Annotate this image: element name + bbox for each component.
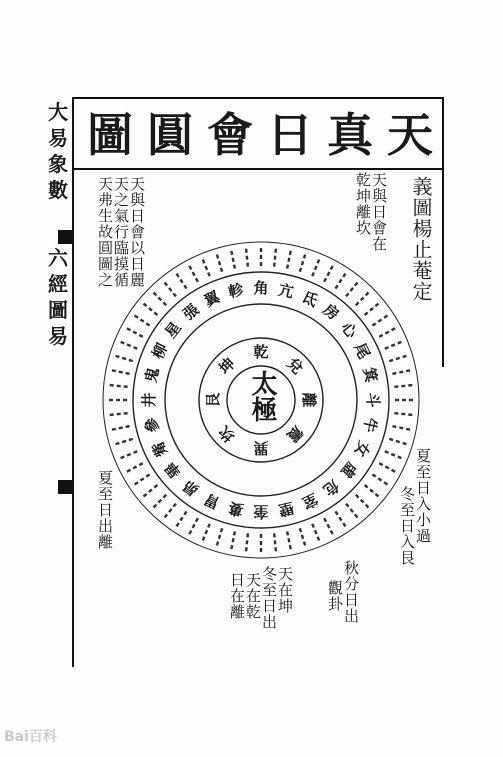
- hexagram-mark: [196, 278, 198, 282]
- circular-diagram: [96, 210, 426, 590]
- hexagram-mark: [385, 347, 389, 349]
- trigram-label: 坎: [215, 422, 239, 446]
- note-text: 夏至日出離: [96, 470, 114, 550]
- hexagram-mark: [331, 266, 333, 270]
- note-text: 夏至日入小過: [414, 448, 432, 544]
- hexagram-mark: [406, 429, 410, 430]
- lunar-mansion-label: 房: [319, 300, 343, 325]
- hexagram-mark: [355, 283, 358, 286]
- hexagram-mark: [315, 266, 317, 270]
- hexagram-mark: [129, 439, 133, 440]
- hexagram-mark: [318, 260, 320, 264]
- trigram-label: 乾: [253, 343, 269, 361]
- hexagram-mark: [315, 530, 317, 534]
- hexagram-mark: [154, 485, 157, 488]
- hexagram-mark: [355, 514, 358, 517]
- hexagram-mark: [318, 537, 320, 541]
- hexagram-mark: [384, 482, 387, 484]
- hexagram-mark: [234, 265, 235, 269]
- title-char: 真: [327, 108, 373, 162]
- hexagram-mark: [196, 518, 198, 522]
- hexagram-mark: [127, 328, 131, 330]
- margin-char: 易: [48, 324, 68, 348]
- hexagram-mark: [208, 524, 210, 528]
- hexagram-mark: [177, 523, 179, 526]
- note-text: 天之氣行臨摸循: [112, 176, 130, 288]
- hexagram-mark: [134, 347, 138, 349]
- margin-char: 象: [48, 152, 68, 176]
- margin-fishtail: [58, 230, 74, 244]
- hexagram-mark: [365, 485, 368, 488]
- hexagram-mark: [327, 524, 329, 528]
- lunar-mansion-label: 女: [350, 437, 374, 460]
- hexagram-mark: [140, 319, 143, 321]
- note-text: 觀卦: [326, 580, 344, 612]
- hexagram-mark: [184, 285, 186, 288]
- hexagram-mark: [221, 528, 222, 532]
- hexagram-mark: [217, 542, 218, 546]
- hexagram-mark: [206, 530, 208, 534]
- title-char: 圓: [147, 108, 193, 162]
- lunar-mansion-label: 畢: [161, 458, 186, 482]
- hexagram-mark: [139, 463, 143, 465]
- hexagram-mark: [304, 542, 305, 546]
- title-char: 日: [267, 108, 313, 162]
- hexagram-mark: [122, 441, 126, 442]
- hexagram-mark: [350, 509, 353, 512]
- note-text: 冬至日出: [260, 566, 278, 630]
- hexagram-mark: [127, 454, 131, 456]
- hexagram-mark: [335, 511, 337, 514]
- hexagram-mark: [116, 443, 120, 444]
- lunar-mansion-label: 心: [336, 318, 361, 342]
- hexagram-mark: [129, 360, 133, 361]
- hexagram-mark: [126, 426, 130, 427]
- lunar-mansion-label: 牛: [359, 415, 381, 435]
- hexagram-mark: [391, 345, 395, 347]
- watermark: Bai百科: [4, 729, 57, 745]
- lunar-mansion-label: 室: [298, 489, 321, 513]
- hexagram-mark: [127, 345, 131, 347]
- hexagram-mark: [121, 342, 125, 344]
- hexagram-mark: [133, 332, 137, 334]
- hexagram-mark: [144, 304, 147, 307]
- frame-left-rule: [72, 97, 74, 667]
- trigram-label: 離: [300, 392, 318, 408]
- hexagram-mark: [135, 316, 138, 318]
- note-text: 乾坤離坎: [354, 172, 372, 236]
- hexagram-mark: [169, 509, 172, 512]
- hexagram-mark: [189, 266, 191, 270]
- hexagram-mark: [290, 251, 291, 255]
- hexagram-mark: [302, 261, 303, 265]
- hexagram-mark: [144, 494, 147, 497]
- lunar-mansion-label: 斗: [364, 392, 382, 408]
- hexagram-mark: [372, 323, 375, 325]
- title-divider: [74, 168, 444, 170]
- hexagram-mark: [146, 474, 149, 476]
- hexagram-mark: [391, 454, 395, 456]
- title-char: 天: [387, 108, 433, 162]
- lunar-mansion-label: 翼: [201, 287, 224, 311]
- hexagram-mark: [399, 428, 403, 429]
- hexagram-mark: [154, 505, 157, 508]
- hexagram-mark: [219, 535, 220, 539]
- hexagram-mark: [399, 372, 403, 373]
- hexagram-mark: [379, 335, 383, 337]
- lunar-mansion-label: 柳: [148, 340, 172, 363]
- note-text: 天與日會以日麗: [128, 176, 146, 288]
- hexagram-mark: [384, 316, 387, 318]
- hexagram-mark: [158, 500, 161, 503]
- hexagram-mark: [385, 451, 389, 453]
- author-note: 義圖楊止菴定: [409, 176, 433, 302]
- hexagram-mark: [287, 265, 288, 269]
- hexagram-mark: [217, 255, 218, 259]
- hexagram-mark: [206, 266, 208, 270]
- hexagram-mark: [133, 466, 137, 468]
- margin-char: 經: [48, 272, 68, 296]
- hexagram-mark: [119, 372, 123, 373]
- title-char: 圖: [87, 108, 133, 162]
- trigram-label: 震: [283, 422, 307, 446]
- hexagram-mark: [163, 495, 166, 498]
- hexagram-mark: [343, 274, 345, 277]
- hexagram-mark: [403, 443, 407, 444]
- hexagram-mark: [312, 524, 314, 528]
- trigram-label: 兌: [283, 354, 307, 378]
- note-text: 天在坤: [276, 566, 294, 614]
- lunar-mansion-label: 參: [141, 415, 163, 435]
- lunar-mansion-label: 星: [161, 318, 186, 342]
- hexagram-mark: [140, 478, 143, 480]
- hexagram-mark: [300, 268, 301, 272]
- hexagram-mark: [392, 426, 396, 427]
- hexagram-mark: [324, 518, 326, 522]
- hexagram-mark: [127, 470, 131, 472]
- lunar-mansion-label: 亢: [276, 280, 296, 302]
- note-text: 冬至日入艮: [398, 486, 416, 566]
- hexagram-mark: [290, 545, 291, 549]
- hexagram-mark: [396, 358, 400, 359]
- lunar-mansion-label: 虛: [336, 458, 361, 482]
- hexagram-mark: [302, 535, 303, 539]
- lunar-mansion-label: 井: [140, 392, 158, 408]
- hexagram-mark: [231, 251, 232, 255]
- hexagram-mark: [366, 505, 369, 508]
- hexagram-mark: [339, 279, 341, 282]
- hexagram-mark: [219, 261, 220, 265]
- hexagram-mark: [389, 439, 393, 440]
- hexagram-mark: [372, 474, 375, 476]
- hexagram-mark: [392, 373, 396, 374]
- hexagram-mark: [356, 495, 359, 498]
- trigram-label: 艮: [204, 392, 222, 408]
- lunar-mansion-label: 尾: [350, 340, 374, 363]
- lunar-mansion-label: 箕: [359, 365, 381, 385]
- hexagram-mark: [122, 358, 126, 359]
- hexagram-mark: [233, 258, 234, 262]
- hexagram-mark: [350, 288, 353, 291]
- hexagram-mark: [375, 494, 378, 497]
- hexagram-mark: [378, 478, 381, 480]
- hexagram-mark: [221, 268, 222, 272]
- hexagram-mark: [361, 297, 364, 300]
- margin-char: 易: [48, 126, 68, 150]
- hexagram-mark: [324, 278, 326, 282]
- hexagram-mark: [304, 255, 305, 259]
- lunar-mansion-label: 鬼: [141, 365, 163, 385]
- margin-char: 圖: [48, 298, 68, 322]
- trigram-label: 巽: [253, 439, 269, 457]
- hexagram-mark: [184, 511, 186, 514]
- hexagram-mark: [126, 373, 130, 374]
- hexagram-mark: [346, 504, 349, 507]
- hexagram-mark: [370, 308, 373, 311]
- hexagram-mark: [289, 258, 290, 262]
- hexagram-mark: [154, 293, 157, 296]
- center-label: 太極: [247, 370, 277, 422]
- hexagram-mark: [112, 429, 116, 430]
- hexagram-mark: [116, 356, 120, 357]
- hexagram-mark: [163, 302, 166, 305]
- hexagram-mark: [365, 312, 368, 315]
- hexagram-mark: [327, 272, 329, 276]
- trigram-label: 坤: [215, 354, 239, 378]
- hexagram-mark: [193, 524, 195, 528]
- hexagram-mark: [149, 489, 152, 492]
- hexagram-mark: [208, 273, 210, 277]
- hexagram-mark: [231, 545, 232, 549]
- hexagram-mark: [112, 370, 116, 371]
- lunar-mansion-label: 軫: [226, 280, 246, 302]
- hexagram-mark: [398, 457, 402, 459]
- lunar-mansion-label: 危: [319, 475, 343, 500]
- hexagram-mark: [385, 466, 389, 468]
- hexagram-mark: [392, 470, 396, 472]
- margin-char: 大: [48, 100, 68, 124]
- lunar-mansion-label: 胃: [201, 489, 224, 513]
- lunar-mansion-label: 婁: [226, 498, 246, 520]
- hexagram-mark: [378, 319, 381, 321]
- hexagram-mark: [189, 531, 191, 535]
- hexagram-mark: [375, 304, 378, 307]
- hexagram-mark: [169, 288, 172, 291]
- hexagram-mark: [289, 538, 290, 542]
- hexagram-mark: [135, 482, 138, 484]
- hexagram-mark: [234, 531, 235, 535]
- hexagram-mark: [203, 260, 205, 264]
- hexagram-mark: [165, 283, 168, 286]
- lunar-mansion-label: 氐: [298, 287, 321, 311]
- hexagram-mark: [119, 428, 123, 429]
- title-char: 會: [207, 108, 253, 162]
- hexagram-mark: [331, 531, 333, 535]
- hexagram-mark: [233, 538, 234, 542]
- hexagram-mark: [180, 517, 182, 520]
- lunar-mansion-label: 奎: [253, 503, 269, 521]
- hexagram-mark: [396, 441, 400, 442]
- hexagram-mark: [173, 293, 176, 296]
- hexagram-mark: [139, 335, 143, 337]
- hexagram-mark: [134, 451, 138, 453]
- hexagram-mark: [366, 293, 369, 296]
- hexagram-mark: [287, 531, 288, 535]
- hexagram-mark: [379, 463, 383, 465]
- hexagram-mark: [361, 500, 364, 503]
- hexagram-mark: [343, 523, 345, 526]
- margin-fishtail: [58, 480, 74, 494]
- margin-char: 數: [48, 178, 68, 202]
- note-text: 天弗生故圓圖之: [96, 176, 114, 288]
- hexagram-mark: [356, 302, 359, 305]
- lunar-mansion-label: 昴: [179, 475, 203, 500]
- hexagram-mark: [146, 323, 149, 325]
- hexagram-mark: [346, 293, 349, 296]
- margin-strip: [44, 97, 72, 667]
- hexagram-mark: [203, 537, 205, 541]
- hexagram-mark: [335, 285, 337, 288]
- note-text: 秋分日出: [342, 560, 360, 624]
- frame-right-rule: [442, 97, 444, 367]
- hexagram-mark: [403, 356, 407, 357]
- hexagram-mark: [165, 514, 168, 517]
- lunar-mansion-label: 角: [253, 279, 269, 297]
- note-text: 天在乾: [244, 572, 262, 620]
- hexagram-mark: [392, 328, 396, 330]
- hexagram-mark: [121, 457, 125, 459]
- hexagram-mark: [154, 312, 157, 315]
- hexagram-mark: [300, 528, 301, 532]
- hexagram-mark: [398, 342, 402, 344]
- hexagram-mark: [370, 489, 373, 492]
- hexagram-mark: [385, 332, 389, 334]
- page-title: [80, 104, 440, 160]
- hexagram-mark: [406, 370, 410, 371]
- hexagram-mark: [312, 273, 314, 277]
- hexagram-mark: [193, 272, 195, 276]
- lunar-mansion-label: 壁: [276, 498, 296, 520]
- hexagram-mark: [180, 279, 182, 282]
- hexagram-mark: [177, 274, 179, 277]
- hexagram-mark: [339, 517, 341, 520]
- margin-char: 六: [48, 246, 68, 270]
- lunar-mansion-label: 觜: [148, 437, 172, 460]
- hexagram-mark: [158, 297, 161, 300]
- note-text: 日在離: [228, 572, 246, 620]
- hexagram-mark: [149, 308, 152, 311]
- lunar-mansion-label: 張: [179, 300, 203, 325]
- hexagram-mark: [389, 360, 393, 361]
- note-text: 天與日會在: [370, 172, 388, 252]
- hexagram-mark: [173, 504, 176, 507]
